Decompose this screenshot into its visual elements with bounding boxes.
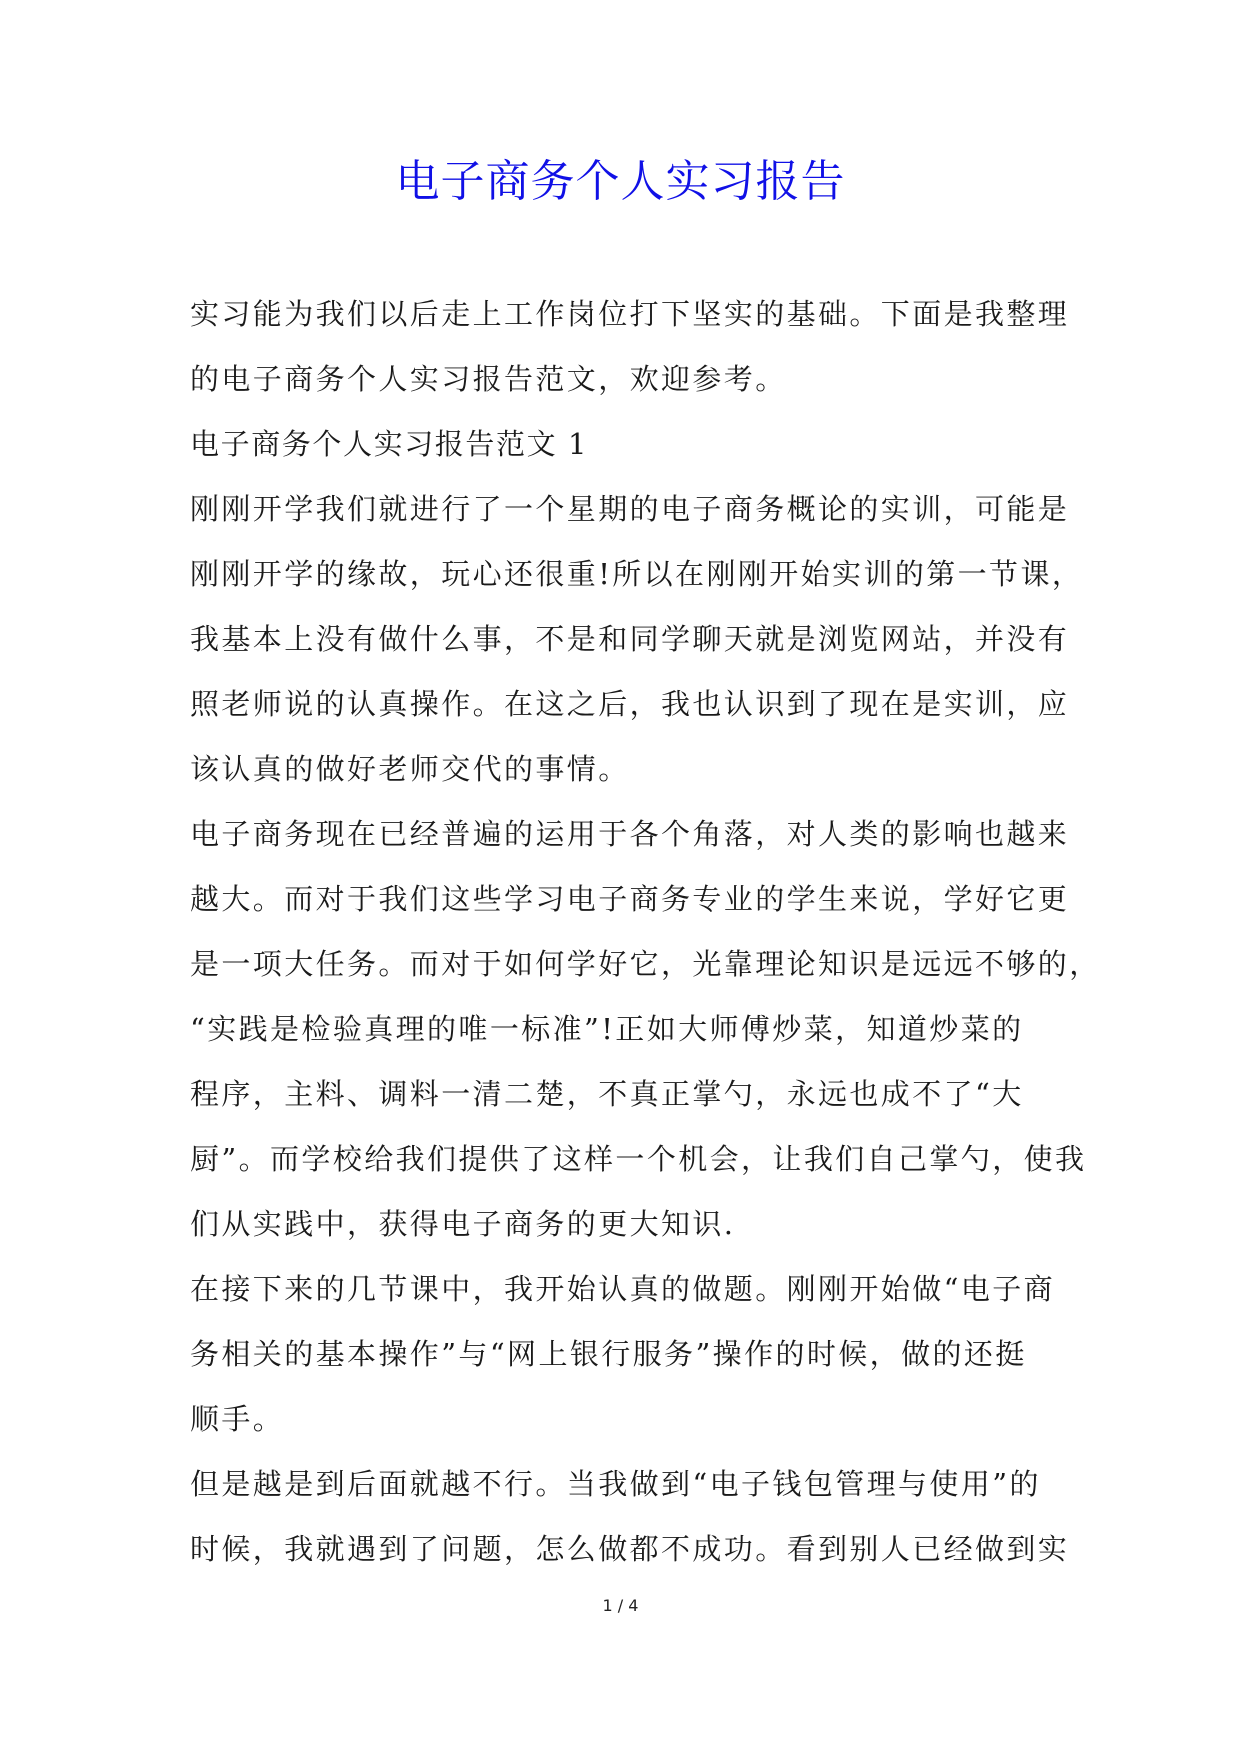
body-line: 们从实践中，获得电子商务的更大知识. [190, 1207, 736, 1241]
body-line: 该认真的做好老师交代的事情。 [190, 752, 630, 786]
body-line: 在接下来的几节课中，我开始认真的做题。刚刚开始做“电子商 [190, 1272, 1056, 1306]
section-heading: 电子商务个人实习报告范文 1 [190, 427, 589, 461]
body-line: 务相关的基本操作”与“网上银行服务”操作的时候，做的还挺 [190, 1337, 1027, 1371]
body-line: 越大。而对于我们这些学习电子商务专业的学生来说，学好它更 [190, 882, 1070, 916]
body-line: 电子商务现在已经普遍的运用于各个角落，对人类的影响也越来 [190, 817, 1070, 851]
body-line: 是一项大任务。而对于如何学好它，光靠理论知识是远远不够的， [190, 947, 1101, 981]
page-number: 1 / 4 [602, 1596, 639, 1615]
body-line: 照老师说的认真操作。在这之后，我也认识到了现在是实训，应 [190, 687, 1070, 721]
body-line: 我基本上没有做什么事，不是和同学聊天就是浏览网站，并没有 [190, 622, 1070, 656]
body-line: “实践是检验真理的唯一标准”!正如大师傅炒菜，知道炒菜的 [190, 1012, 1024, 1046]
body-line: 的电子商务个人实习报告范文，欢迎参考。 [190, 362, 787, 396]
body-line: 但是越是到后面就越不行。当我做到“电子钱包管理与使用”的 [190, 1467, 1041, 1501]
body-line: 刚刚开学的缘故，玩心还很重!所以在刚刚开始实训的第一节课， [190, 557, 1084, 591]
body-line: 实习能为我们以后走上工作岗位打下坚实的基础。下面是我整理 [190, 297, 1070, 331]
document-body [190, 282, 1101, 1582]
body-line: 厨”。而学校给我们提供了这样一个机会，让我们自己掌勺，使我 [190, 1142, 1087, 1176]
document-title: 电子商务个人实习报告 [395, 156, 846, 207]
body-line: 顺手。 [190, 1402, 285, 1436]
body-line: 刚刚开学我们就进行了一个星期的电子商务概论的实训，可能是 [190, 492, 1070, 526]
body-line: 时候，我就遇到了问题，怎么做都不成功。看到别人已经做到实 [190, 1532, 1070, 1566]
body-line: 程序，主料、调料一清二楚，不真正掌勺，永远也成不了“大 [190, 1077, 1024, 1111]
